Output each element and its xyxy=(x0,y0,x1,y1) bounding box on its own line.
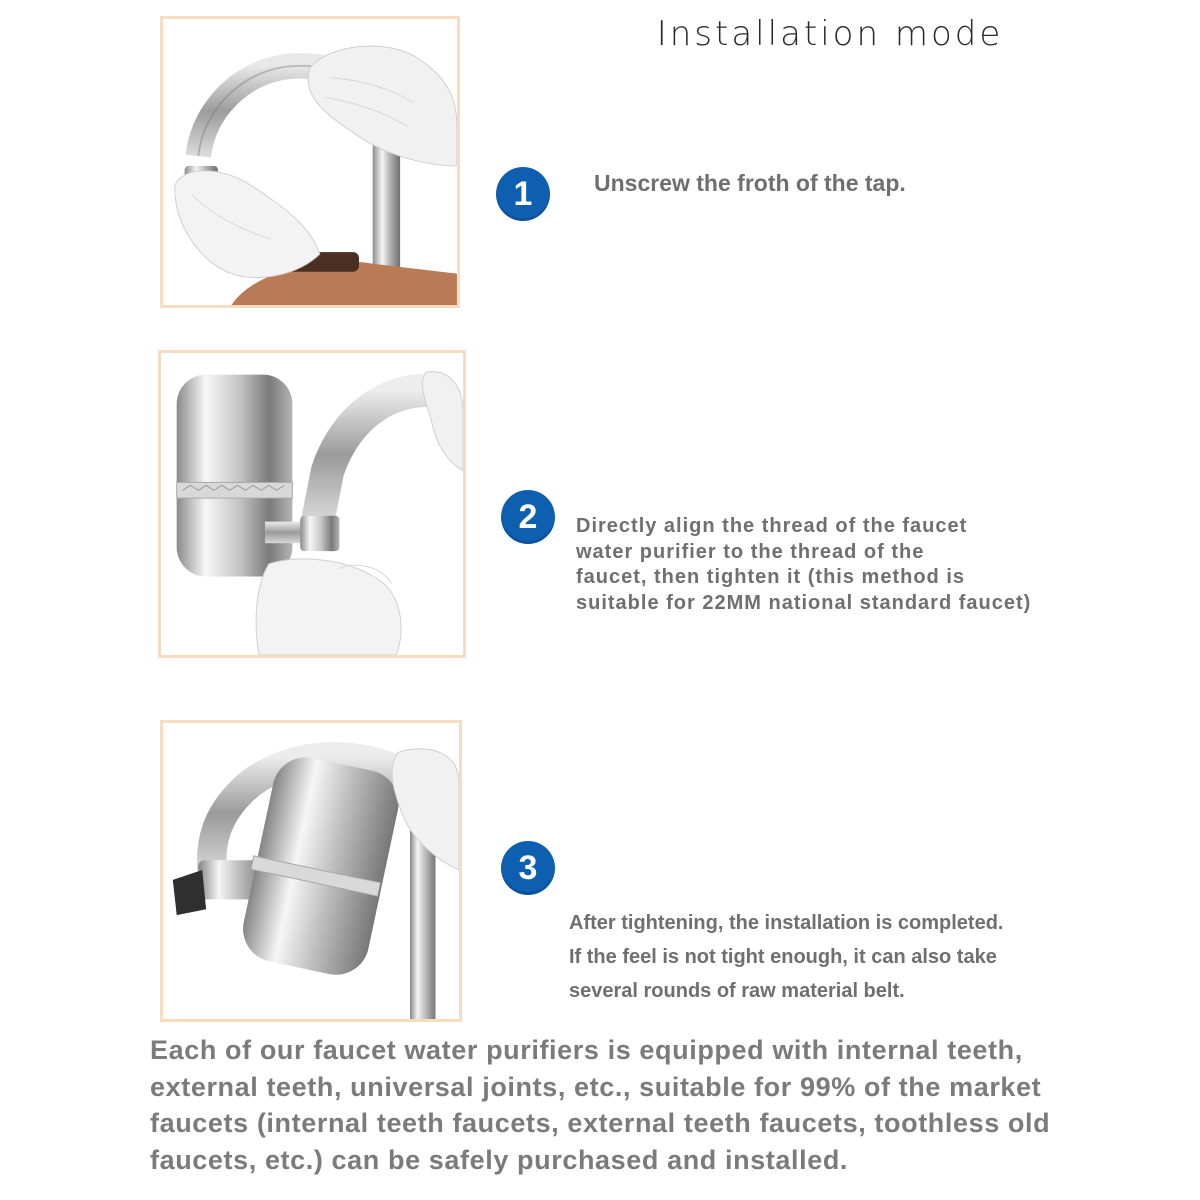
compatibility-note xyxy=(150,1032,1150,1178)
step-3-description xyxy=(569,906,1003,1008)
step-1-photo xyxy=(160,16,460,308)
step-2-line: Directly align the thread of the faucet xyxy=(576,515,968,537)
align-purifier-photo-icon xyxy=(161,353,463,655)
step-2-photo xyxy=(158,350,466,658)
step-1-badge: 1 xyxy=(496,167,550,221)
step-3-photo xyxy=(160,720,462,1022)
step-2-line: faucet, then tighten it (this method is xyxy=(576,566,965,588)
installed-purifier-photo-icon xyxy=(163,723,459,1019)
footer-line: Each of our faucet water purifiers is equipped with internal teeth, xyxy=(150,1035,1023,1065)
footer-line: faucets (internal teeth faucets, external teeth faucets, toothless old xyxy=(150,1108,1051,1138)
step-2-line: water purifier to the thread of the xyxy=(576,540,925,563)
unscrew-aerator-photo-icon xyxy=(163,19,457,305)
step-3-badge: 3 xyxy=(501,841,555,895)
step-3-line: After tightening, the installation is completed. xyxy=(569,912,1004,934)
page-title: Installation mode xyxy=(656,14,1004,54)
step-1-line: Unscrew the froth of the tap. xyxy=(594,170,906,196)
step-3-line: several rounds of raw material belt. xyxy=(569,980,905,1002)
footer-line: faucets, etc.) can be safely purchased and installed. xyxy=(150,1144,849,1175)
step-2-badge: 2 xyxy=(501,490,555,544)
footer-line: external teeth, universal joints, etc., suitable for 99% of the market xyxy=(150,1071,1042,1102)
step-2-description xyxy=(576,514,1031,616)
step-1-description xyxy=(594,170,906,197)
step-2-line: suitable for 22MM national standard faucet) xyxy=(576,591,1032,614)
step-3-line: If the feel is not tight enough, it can also take xyxy=(569,946,997,968)
